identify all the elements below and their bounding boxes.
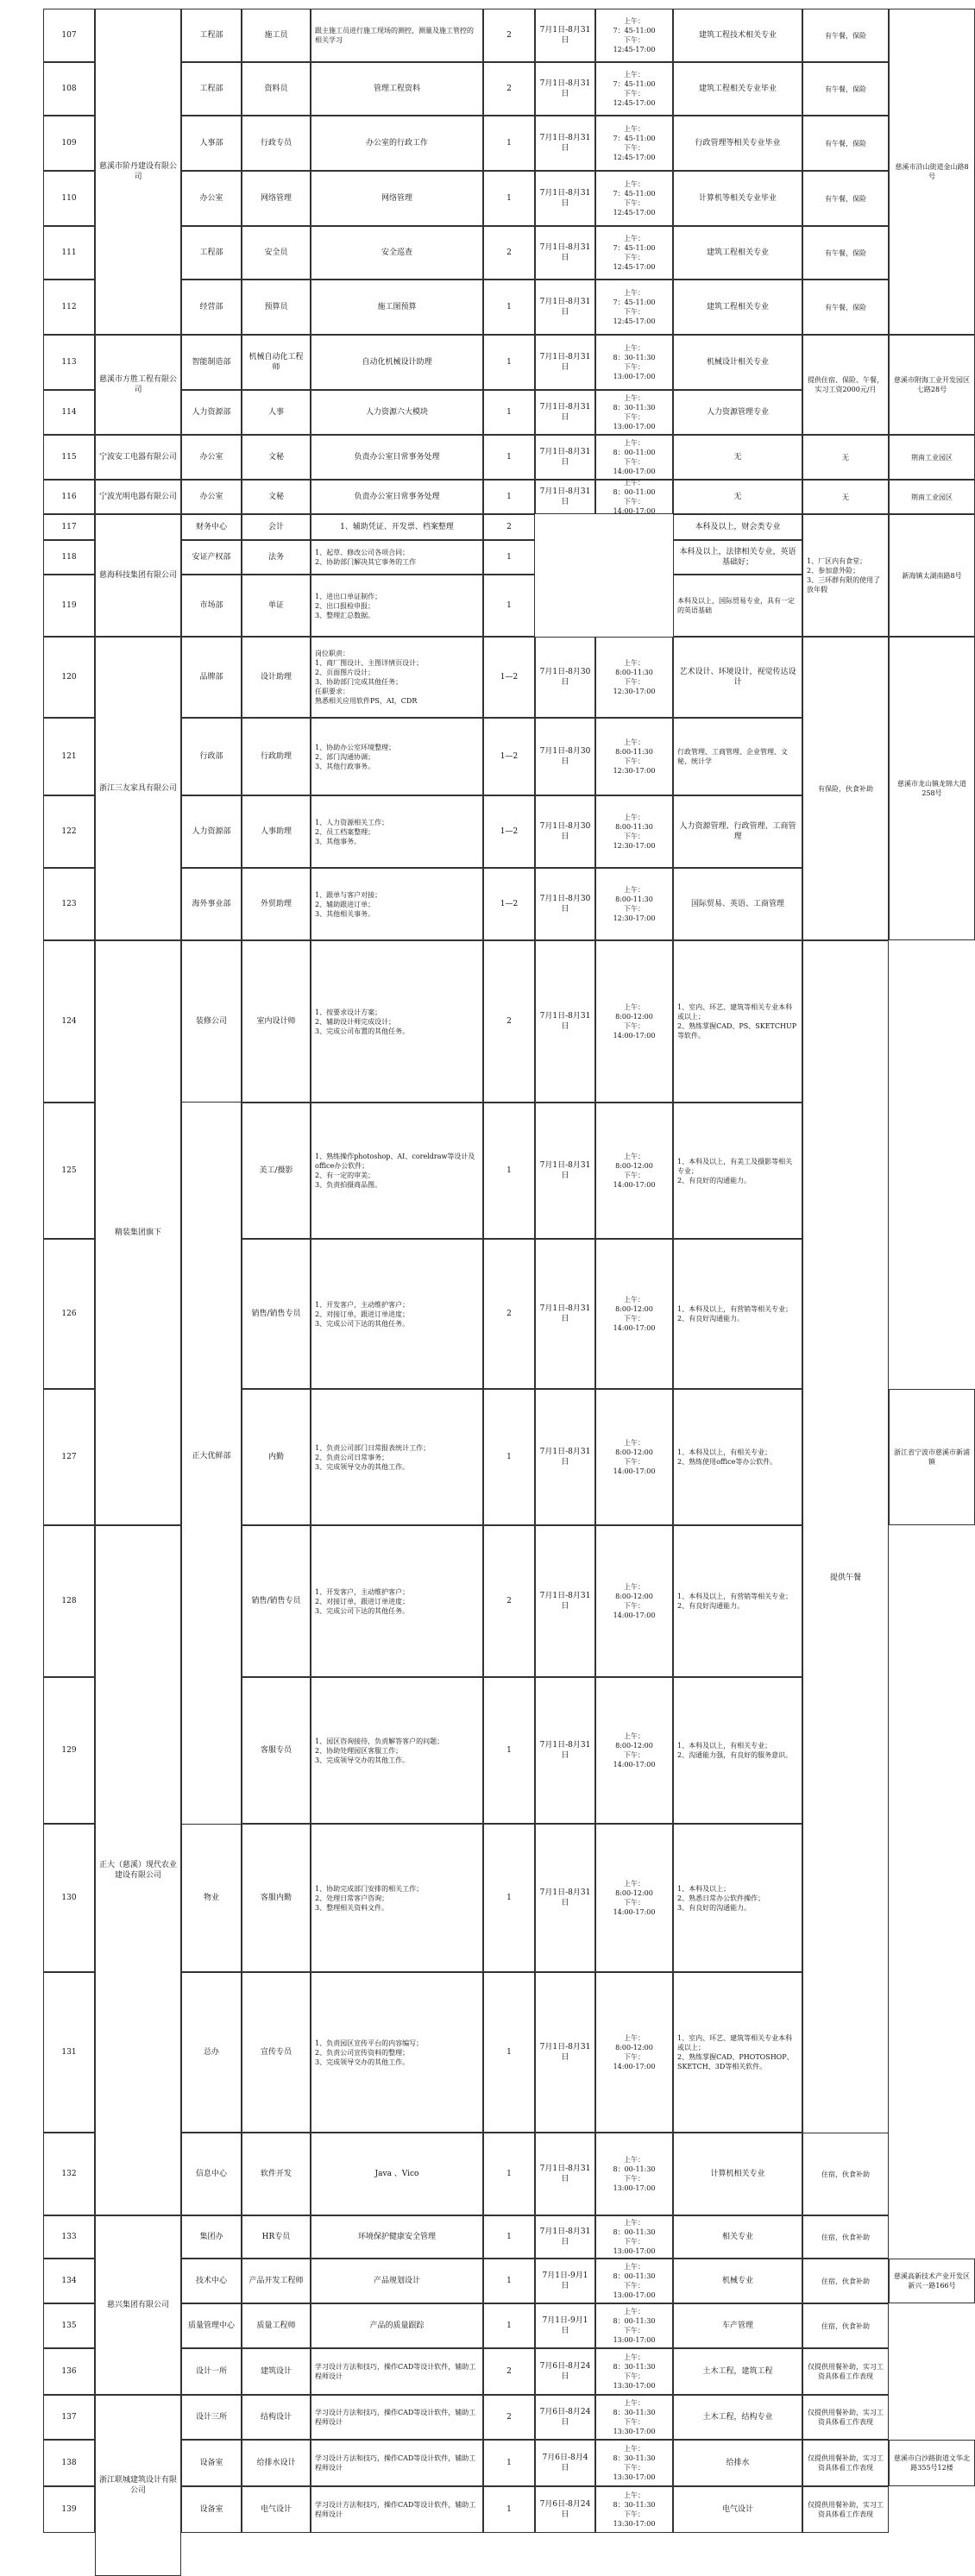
major-requirement: 1、本科及以上，有营销等相关专业； 2、有良好沟通能力。 [673, 1525, 802, 1677]
headcount: 1—2 [483, 868, 535, 940]
headcount: 1 [483, 1103, 535, 1239]
date-range: 7月1日-8月30日 [535, 795, 595, 868]
date-range: 7月1日-8月31日 [535, 62, 595, 116]
address: 慈溪市白沙路街道文华北路355号12楼 [889, 2440, 975, 2486]
company-name: 宁波安工电器有限公司 [95, 435, 181, 480]
benefits: 仅提供用餐补助，实习工资具体看工作表现 [802, 2395, 889, 2440]
row-number: 136 [43, 2348, 95, 2395]
position: 行政助理 [242, 718, 311, 795]
duties: 网络管理 [311, 171, 483, 226]
date-range: 7月1日-8月31日 [535, 1972, 595, 2133]
date-range: 7月1日-8月31日 [535, 1824, 595, 1972]
date-range: 7月6日-8月24日 [535, 2486, 595, 2533]
date-range: 7月6日-8月24日 [535, 2348, 595, 2395]
row-number: 128 [43, 1525, 95, 1677]
row-number: 139 [43, 2486, 95, 2533]
position: 结构设计 [242, 2395, 311, 2440]
position: 人事助理 [242, 795, 311, 868]
duties: 负责办公室日常事务处理 [311, 435, 483, 480]
row-number: 119 [43, 575, 95, 637]
position: 产品开发工程师 [242, 2259, 311, 2303]
duties: Java 、Vico [311, 2133, 483, 2215]
duties: 学习设计方法和技巧，操作CAD等设计软件，辅助工程师设计 [311, 2440, 483, 2486]
position: 销售/销售专员 [242, 1525, 311, 1677]
duties: 学习设计方法和技巧，操作CAD等设计软件，辅助工程师设计 [311, 2486, 483, 2533]
headcount: 2 [483, 1239, 535, 1389]
date-range: 7月1日-8月31日 [535, 2133, 595, 2215]
position: 建筑设计 [242, 2348, 311, 2395]
position: 文秘 [242, 435, 311, 480]
department: 总办 [181, 1972, 242, 2133]
headcount: 2 [483, 2395, 535, 2440]
department: 集团办 [181, 2215, 242, 2259]
major-requirement: 1、本科及以上，有相关专业； 2、沟通能力强，有良好的服务意识。 [673, 1677, 802, 1824]
duties: 1、开发客户，主动维护客户； 2、对接订单，跟进订单进度； 3、完成公司下达的其他任务。 [311, 1239, 483, 1389]
company-subsidiary: 正大（慈溪）现代农业建设有限公司 [95, 1525, 181, 2215]
department: 技术中心 [181, 2259, 242, 2303]
headcount: 2 [483, 226, 535, 280]
date-range: 7月1日-8月31日 [535, 171, 595, 226]
row-number: 120 [43, 637, 95, 718]
position: 内勤 [242, 1389, 311, 1525]
department: 装修公司 [181, 940, 242, 1103]
position: 预算员 [242, 280, 311, 335]
major-requirement: 建筑工程技术相关专业 [673, 9, 802, 62]
duties: 跟主施工员进行施工现场的测控，测量及施工管控的相关学习 [311, 9, 483, 62]
major-requirement: 1、本科及以上，有相关专业； 2、熟练使用office等办公软件。 [673, 1389, 802, 1525]
date-range: 7月1日-8月31日 [535, 226, 595, 280]
department: 工程部 [181, 226, 242, 280]
row-number: 108 [43, 62, 95, 116]
department: 设备室 [181, 2486, 242, 2533]
headcount: 1 [483, 390, 535, 435]
row-number: 137 [43, 2395, 95, 2440]
position: 设计助理 [242, 637, 311, 718]
major-requirement: 建筑工程相关专业毕业 [673, 62, 802, 116]
address: 浙江省宁波市慈溪市新浦镇 [889, 1389, 975, 1525]
headcount: 1 [483, 575, 535, 637]
row-number: 123 [43, 868, 95, 940]
headcount: 1—2 [483, 718, 535, 795]
duties: 学习设计方法和技巧，操作CAD等设计软件，辅助工程师设计 [311, 2348, 483, 2395]
department: 人力资源部 [181, 795, 242, 868]
position: 资料员 [242, 62, 311, 116]
department: 设计三所 [181, 2395, 242, 2440]
headcount: 1 [483, 116, 535, 171]
position: 客服内勤 [242, 1824, 311, 1972]
work-hours: 上午： 8:00-11:30 下午： 12:30-17:00 [595, 868, 673, 940]
department: 工程部 [181, 62, 242, 116]
position: HR专员 [242, 2215, 311, 2259]
work-hours: 上午： 8:00-11:30 下午： 12:30-17:00 [595, 718, 673, 795]
work-hours: 上午： 7：45-11:00 下午： 12:45-17:00 [595, 9, 673, 62]
benefits: 住宿，伙食补助 [802, 2303, 889, 2348]
headcount: 1 [483, 480, 535, 514]
major-requirement: 土木工程，结构专业 [673, 2395, 802, 2440]
position: 外贸助理 [242, 868, 311, 940]
duties: 产品规划设计 [311, 2259, 483, 2303]
duties: 安全巡查 [311, 226, 483, 280]
position: 电气设计 [242, 2486, 311, 2533]
major-requirement: 车产管理 [673, 2303, 802, 2348]
position: 会计 [242, 514, 311, 540]
duties: 1、人力资源相关工作； 2、员工档案整理； 3、其他事务。 [311, 795, 483, 868]
company-name: 慈海科技集团有限公司 [95, 514, 181, 637]
headcount: 1 [483, 2259, 535, 2303]
headcount: 1 [483, 1824, 535, 1972]
department: 人事部 [181, 116, 242, 171]
date-range: 7月1日-8月30日 [535, 868, 595, 940]
work-hours: 上午： 7：45-11:00 下午： 12:45-17:00 [595, 62, 673, 116]
major-requirement: 1、室内、环艺、建筑等相关专业本科或以上； 2、熟练掌握CAD、PHOTOSHOP、SKETCH、3D等相关软件。 [673, 1972, 802, 2133]
work-hours: 上午： 8：30-11:30 下午： 13:00-17:00 [595, 335, 673, 390]
major-requirement: 行政管理等相关专业毕业 [673, 116, 802, 171]
department: 办公室 [181, 435, 242, 480]
headcount: 1 [483, 2133, 535, 2215]
date-range: 7月1日-8月31日 [535, 1103, 595, 1239]
company-address: 新海镇太湖南路8号 [889, 514, 975, 637]
company-name: 精装集团旗下 [95, 940, 181, 1525]
major-requirement: 艺术设计、环境设计，视觉传达设计 [673, 637, 802, 718]
position: 安全员 [242, 226, 311, 280]
position: 软件开发 [242, 2133, 311, 2215]
work-hours: 上午： 8:00-12:00 下午： 14:00-17:00 [595, 1103, 673, 1239]
position: 施工员 [242, 9, 311, 62]
row-number: 113 [43, 335, 95, 390]
department: 正大优鲜部 [181, 940, 242, 1972]
headcount: 2 [483, 940, 535, 1103]
department: 质量管理中心 [181, 2303, 242, 2348]
headcount: 1 [483, 540, 535, 575]
work-hours: 上午： 8：30-11:30 下午： 13:00-17:00 [595, 390, 673, 435]
duties: 1、辅助凭证、开发票、档案整理 [311, 514, 483, 540]
duties: 1、起草、修改公司各项合同； 2、协助部门解决其它事务的工作 [311, 540, 483, 575]
company-benefit: 1、厂区内有食堂； 2、参加意外险； 3、三环群有限的使用了放年假 [802, 514, 889, 637]
work-hours: 上午： 8:00-12:00 下午： 14:00-17:00 [595, 1525, 673, 1677]
row-number: 109 [43, 116, 95, 171]
row-number: 116 [43, 480, 95, 514]
date-range: 7月1日-9月1日 [535, 2259, 595, 2303]
duties: 负责办公室日常事务处理 [311, 480, 483, 514]
headcount: 2 [483, 514, 535, 540]
address: 荆南工业园区 [889, 480, 975, 514]
department: 设计一所 [181, 2348, 242, 2395]
major-requirement: 建筑工程相关专业 [673, 280, 802, 335]
major-requirement: 无 [673, 480, 802, 514]
benefits: 住宿，伙食补助 [802, 2215, 889, 2259]
benefits: 有午餐，保险 [802, 171, 889, 226]
duties: 1、负责公司部门日常报表统计工作； 2、负责公司日常事务； 3、完成领导交办的其他工作。 [311, 1389, 483, 1525]
date-range: 7月1日-8月31日 [535, 280, 595, 335]
work-hours: 上午： 7：45-11:00 下午： 12:45-17:00 [595, 171, 673, 226]
headcount: 1—2 [483, 795, 535, 868]
date-range: 7月1日-8月30日 [535, 637, 595, 718]
headcount: 1 [483, 171, 535, 226]
company-name: 宁波光明电器有限公司 [95, 480, 181, 514]
date-range: 7月1日-8月31日 [535, 1389, 595, 1525]
headcount: 1 [483, 280, 535, 335]
company-address: 慈溪市浒山街道金山路8号 [889, 9, 975, 335]
major-requirement: 行政管理、工商管理、企业管理、文秘、统计学 [673, 718, 802, 795]
address: 慈溪高新技术产业开发区新兴一路166号 [889, 2259, 975, 2303]
headcount: 1 [483, 2440, 535, 2486]
headcount: 1 [483, 2486, 535, 2533]
work-hours: 上午： 8：30-11:30 下午： 13:30-17:00 [595, 2348, 673, 2395]
department: 设备室 [181, 2440, 242, 2486]
headcount: 2 [483, 9, 535, 62]
work-hours: 上午： 8：00-11:00 下午： 14:00-17:00 [595, 480, 673, 514]
headcount: 1 [483, 2215, 535, 2259]
benefits: 住宿，伙食补助 [802, 2133, 889, 2215]
date-range: 7月1日-8月31日 [535, 480, 595, 514]
department: 财务中心 [181, 514, 242, 540]
date-range: 7月1日-8月31日 [535, 335, 595, 390]
benefits: 仅提供用餐补助，实习工资具体看工作表现 [802, 2440, 889, 2486]
major-requirement: 电气设计 [673, 2486, 802, 2533]
duties: 1、园区咨询接待，负责解答客户的问题； 2、协助处理园区客服工作； 3、完成领导交办的其他工作。 [311, 1677, 483, 1824]
department: 品牌部 [181, 637, 242, 718]
duties: 人力资源六大模块 [311, 390, 483, 435]
position: 美工/摄影 [242, 1103, 311, 1239]
row-number: 121 [43, 718, 95, 795]
work-hours: 上午： 8:00-11:30 下午： 12:30-17:00 [595, 637, 673, 718]
position: 室内设计师 [242, 940, 311, 1103]
benefits: 有午餐，保险 [802, 62, 889, 116]
work-hours: 上午： 8：30-11:30 下午： 13:30-17:00 [595, 2395, 673, 2440]
work-hours: 上午： 8:00-12:00 下午： 14:00-17:00 [595, 1677, 673, 1824]
benefits: 仅提供用餐补助，实习工资具体看工作表现 [802, 2348, 889, 2395]
row-number: 112 [43, 280, 95, 335]
major-requirement: 建筑工程相关专业 [673, 226, 802, 280]
duties: 产品的质量跟踪 [311, 2303, 483, 2348]
date-range: 7月6日-8月24日 [535, 2395, 595, 2440]
duties: 1、按要求设计方案； 2、辅助设计师完成设计； 3、完成公司布置的其他任务。 [311, 940, 483, 1103]
major-requirement: 1、本科及以上，有营销等相关专业； 2、有良好沟通能力。 [673, 1239, 802, 1389]
headcount: 1 [483, 435, 535, 480]
row-number: 110 [43, 171, 95, 226]
headcount: 1 [483, 1972, 535, 2133]
benefits: 有午餐，保险 [802, 226, 889, 280]
company-address: 慈溪市附海工业开发园区七路28号 [889, 335, 975, 435]
row-number: 126 [43, 1239, 95, 1389]
date-range: 7月1日-8月31日 [535, 9, 595, 62]
position: 行政专员 [242, 116, 311, 171]
date-range: 7月1日-8月31日 [535, 435, 595, 480]
company-name: 慈兴集团有限公司 [95, 2215, 181, 2395]
department: 人力资源部 [181, 390, 242, 435]
row-number: 125 [43, 1103, 95, 1239]
work-hours: 上午： 8：00-11:30 下午： 13:00-17:00 [595, 2133, 673, 2215]
duties: 1、协助办公室环境整理； 2、部门沟通协调； 3、其他行政事务。 [311, 718, 483, 795]
row-number: 133 [43, 2215, 95, 2259]
company-benefit: 提供午餐 [802, 940, 889, 2215]
benefits: 有午餐，保险 [802, 9, 889, 62]
date-range: 7月1日-9月1日 [535, 2303, 595, 2348]
position: 给排水设计 [242, 2440, 311, 2486]
headcount: 1—2 [483, 637, 535, 718]
major-requirement: 机械设计相关专业 [673, 335, 802, 390]
position: 销售/销售专员 [242, 1239, 311, 1389]
benefits: 有午餐，保险 [802, 116, 889, 171]
row-number: 111 [43, 226, 95, 280]
department: 办公室 [181, 171, 242, 226]
benefits: 无 [802, 480, 889, 514]
major-requirement: 1、室内、环艺、建筑等相关专业本科或以上； 2、熟练掌握CAD、PS、SKETCHUP等软件。 [673, 940, 802, 1103]
duties: 1、跟单与客户对接； 2、辅助跟进订单； 3、其他相关事务。 [311, 868, 483, 940]
benefits: 有午餐，保险 [802, 280, 889, 335]
department: 经营部 [181, 280, 242, 335]
major-requirement: 1、本科及以上； 2、熟悉日常办公软件操作； 3、有良好的沟通能力。 [673, 1824, 802, 1972]
major-requirement: 1、本科及以上，有美工及摄影等相关专业； 2、有良好的沟通能力。 [673, 1103, 802, 1239]
date-range: 7月6日-8月4日 [535, 2440, 595, 2486]
major-requirement: 计算机等相关专业毕业 [673, 171, 802, 226]
department: 行政部 [181, 718, 242, 795]
major-requirement: 本科及以上，财会类专业 [673, 514, 802, 540]
date-range: 7月1日-8月31日 [535, 1525, 595, 1677]
row-number: 114 [43, 390, 95, 435]
benefits: 仅提供用餐补助，实习工资具体看工作表现 [802, 2486, 889, 2533]
major-requirement: 计算机相关专业 [673, 2133, 802, 2215]
work-hours: 上午： 8:00-12:00 下午： 14:00-17:00 [595, 1972, 673, 2133]
department: 物业 [181, 1824, 242, 1972]
work-hours: 上午： 8:00-12:00 下午： 14:00-17:00 [595, 1824, 673, 1972]
company-name: 浙江联城建筑设计有限公司 [95, 2395, 181, 2576]
major-requirement: 本科及以上，国际贸易专业，具有一定的英语基础 [673, 575, 802, 637]
major-requirement: 人力资源管理、行政管理、工商管理 [673, 795, 802, 868]
date-range: 7月1日-8月30日 [535, 718, 595, 795]
row-number: 129 [43, 1677, 95, 1824]
date-range: 7月1日-8月31日 [535, 1677, 595, 1824]
row-number: 131 [43, 1972, 95, 2133]
duties: 1、协助完成部门安排的相关工作； 2、处理日常客户咨询； 3、整理相关资料文件。 [311, 1824, 483, 1972]
department: 工程部 [181, 9, 242, 62]
row-number: 118 [43, 540, 95, 575]
date-range: 7月1日-8月31日 [535, 390, 595, 435]
duties: 自动化机械设计助理 [311, 335, 483, 390]
work-hours: 上午： 8:00-12:00 下午： 14:00-17:00 [595, 1389, 673, 1525]
work-hours: 上午： 8：00-11:30 下午： 13:00-17:00 [595, 2259, 673, 2303]
work-hours: 上午： 8:00-12:00 下午： 14:00-17:00 [595, 1239, 673, 1389]
row-number: 115 [43, 435, 95, 480]
work-hours: 上午： 7：45-11:00 下午： 12:45-17:00 [595, 280, 673, 335]
department: 市场部 [181, 575, 242, 637]
duties: 1、开发客户，主动维护客户； 2、对接订单，跟进订单进度； 3、完成公司下达的其他任务。 [311, 1525, 483, 1677]
date-range: 7月1日-8月31日 [535, 940, 595, 1103]
position: 单证 [242, 575, 311, 637]
company-name: 慈溪市阶丹建设有限公司 [95, 9, 181, 335]
department: 信息中心 [181, 2133, 242, 2215]
benefits: 无 [802, 435, 889, 480]
row-number: 122 [43, 795, 95, 868]
company-benefit: 提供住宿、保险、午餐，实习工资2000元/月 [802, 335, 889, 435]
work-hours: 上午： 8：30-11:30 下午： 13:30-17:00 [595, 2440, 673, 2486]
row-number: 127 [43, 1389, 95, 1525]
major-requirement: 国际贸易、英语、工商管理 [673, 868, 802, 940]
duties: 施工图预算 [311, 280, 483, 335]
headcount: 2 [483, 2348, 535, 2395]
company-benefit: 有保险，伙食补助 [802, 637, 889, 940]
date-range: 7月1日-8月31日 [535, 1239, 595, 1389]
headcount: 1 [483, 1677, 535, 1824]
work-hours: 上午： 8：00-11:00 下午： 14:00-17:00 [595, 435, 673, 480]
duties: 环境保护健康安全管理 [311, 2215, 483, 2259]
headcount: 2 [483, 62, 535, 116]
headcount: 1 [483, 1389, 535, 1525]
work-hours: 上午： 8：00-11:30 下午： 13:00-17:00 [595, 2215, 673, 2259]
row-number: 135 [43, 2303, 95, 2348]
row-number: 130 [43, 1824, 95, 1972]
row-number: 124 [43, 940, 95, 1103]
department [181, 1972, 242, 2215]
duties: 1、负责园区宣传平台的内容编写； 2、负责公司宣传资料的整理； 3、完成领导交办的其他工作。 [311, 1972, 483, 2133]
work-hours: 上午： 7：45-11:00 下午： 12:45-17:00 [595, 226, 673, 280]
company-name: 浙江三友家具有限公司 [95, 637, 181, 940]
work-hours: 上午： 8:00-11:30 下午： 12:30-17:00 [595, 795, 673, 868]
position: 法务 [242, 540, 311, 575]
row-number: 134 [43, 2259, 95, 2303]
position: 质量工程师 [242, 2303, 311, 2348]
company-address: 慈溪市龙山镇龙锦大道258号 [889, 637, 975, 940]
headcount: 1 [483, 335, 535, 390]
department: 安证产权部 [181, 540, 242, 575]
major-requirement: 机械专业 [673, 2259, 802, 2303]
major-requirement: 土木工程，建筑工程 [673, 2348, 802, 2395]
duties: 1、熟练操作photoshop、AI、coreldraw等设计及office办公软件； 2、有一定的审美； 3、负责拍摄商品图。 [311, 1103, 483, 1239]
department: 海外事业部 [181, 868, 242, 940]
duties: 管理工程资料 [311, 62, 483, 116]
position: 人事 [242, 390, 311, 435]
work-hours: 上午： 7：45-11:00 下午： 12:45-17:00 [595, 116, 673, 171]
major-requirement: 本科及以上，法律相关专业，英语基础好； [673, 540, 802, 575]
headcount: 1 [483, 2303, 535, 2348]
date-range: 7月1日-8月31日 [535, 2215, 595, 2259]
position: 机械自动化工程师 [242, 335, 311, 390]
row-number: 117 [43, 514, 95, 540]
work-hours: 上午： 8:00-12:00 下午： 14:00-17:00 [595, 940, 673, 1103]
row-number: 107 [43, 9, 95, 62]
work-hours: 上午： 8：30-11:30 下午： 13:30-17:00 [595, 2486, 673, 2533]
major-requirement: 给排水 [673, 2440, 802, 2486]
duties: 办公室的行政工作 [311, 116, 483, 171]
major-requirement: 人力资源管理专业 [673, 390, 802, 435]
duties: 学习设计方法和技巧，操作CAD等设计软件，辅助工程师设计 [311, 2395, 483, 2440]
department: 办公室 [181, 480, 242, 514]
major-requirement: 相关专业 [673, 2215, 802, 2259]
duties: 岗位职责： 1、商厂图设计、主图详情页设计； 2、页面图片设计； 3、协助部门完成其他任务； 任职要求： 熟悉相关应用软件PS，AI，CDR [311, 637, 483, 718]
position: 宣传专员 [242, 1972, 311, 2133]
row-number: 132 [43, 2133, 95, 2215]
benefits: 住宿，伙食补助 [802, 2259, 889, 2303]
position: 文秘 [242, 480, 311, 514]
major-requirement: 无 [673, 435, 802, 480]
position: 网络管理 [242, 171, 311, 226]
address: 荆南工业园区 [889, 435, 975, 480]
duties: 1、进出口单证制作； 2、出口报检申报； 3、整理汇总数据。 [311, 575, 483, 637]
date-range: 7月1日-8月31日 [535, 116, 595, 171]
position: 客服专员 [242, 1677, 311, 1824]
row-number: 138 [43, 2440, 95, 2486]
work-hours: 上午： 8：00-11:30 下午： 13:00-17:00 [595, 2303, 673, 2348]
headcount: 2 [483, 1525, 535, 1677]
company-name: 慈溪市方胜工程有限公司 [95, 335, 181, 435]
department: 智能制造部 [181, 335, 242, 390]
